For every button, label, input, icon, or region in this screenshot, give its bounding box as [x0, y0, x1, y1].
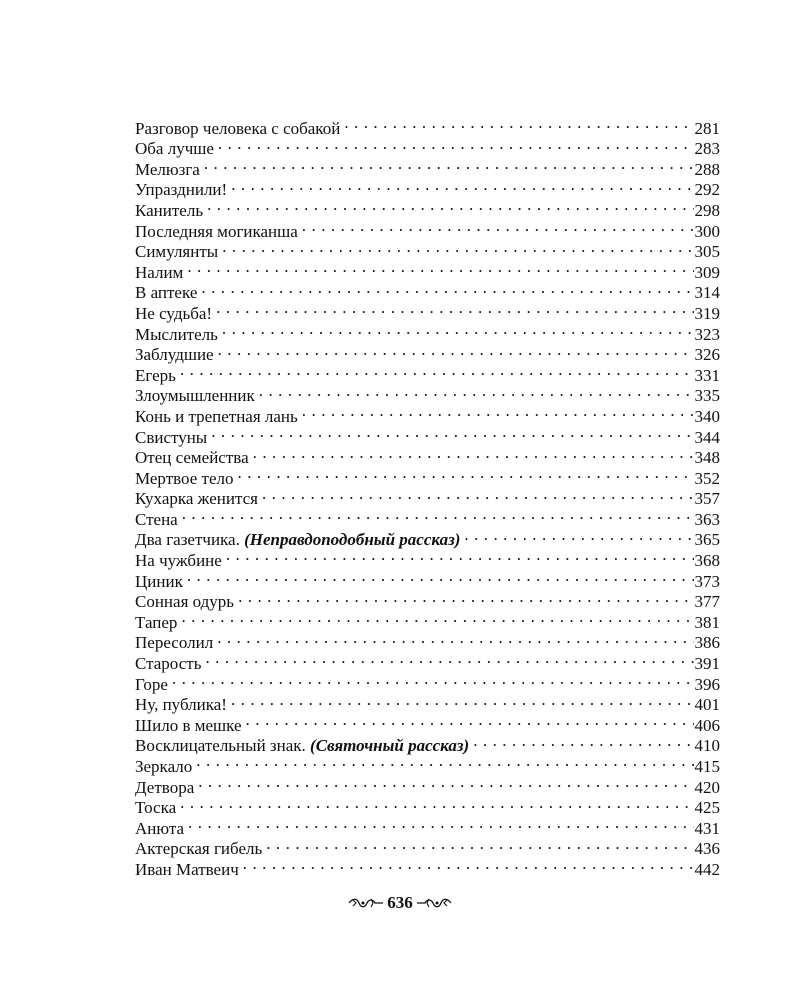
toc-entry-subtitle: (Неправдоподобный рассказ) [244, 530, 461, 550]
toc-entry-title-text: Два газетчика. [135, 530, 240, 550]
toc-entry [135, 504, 720, 529]
dot-leader [266, 834, 693, 855]
toc-entry-title-text: Зеркало [135, 757, 193, 776]
toc-entry-title [135, 263, 187, 284]
toc-entry-title [135, 448, 253, 469]
dot-leader [243, 854, 694, 875]
toc-entry-title-text: Иван Матвеич [135, 859, 239, 879]
dot-leader [198, 772, 693, 793]
toc-entry-title-text: Детвора [135, 777, 195, 797]
toc-entry-title [135, 304, 216, 325]
toc-entry-title-text: В аптеке [135, 283, 198, 303]
toc-entry-page: 344 [694, 427, 720, 447]
toc-entry-title-text: Циник [135, 571, 183, 591]
toc-entry-title-text: Тапер [135, 612, 178, 632]
toc-entry-page: 420 [694, 777, 720, 797]
toc-entry-subtitle: (Святочный рассказ) [310, 736, 470, 756]
toc-entry-page: 396 [694, 674, 720, 694]
toc-entry-title-text: Тоска [135, 798, 177, 818]
toc-entry [135, 195, 720, 220]
toc-entry [135, 834, 720, 859]
toc-entry-page: 381 [694, 612, 720, 632]
toc-entry-title-text: Последняя могиканша [135, 221, 298, 241]
toc-entry-page: 425 [694, 798, 720, 818]
toc-entry-title [135, 716, 246, 737]
dot-leader [238, 463, 694, 484]
dot-leader [180, 360, 694, 381]
toc-entry [135, 628, 720, 653]
toc-entry-title-text: Отец семейства [135, 448, 249, 468]
dot-leader [473, 731, 693, 752]
table-of-contents [135, 113, 720, 879]
toc-entry-title-text: Канитель [135, 200, 204, 220]
toc-entry [135, 525, 720, 550]
dot-leader [201, 278, 693, 299]
toc-entry-page: 365 [694, 530, 720, 550]
toc-entry [135, 566, 720, 591]
toc-entry-title [135, 469, 238, 490]
toc-entry [135, 422, 720, 447]
dot-leader [181, 607, 693, 628]
toc-entry [135, 175, 720, 200]
toc-entry-page: 391 [694, 654, 720, 674]
toc-entry [135, 648, 720, 674]
toc-entry-page: 298 [694, 200, 720, 220]
toc-entry-page: 363 [694, 509, 720, 529]
dot-leader [226, 545, 694, 566]
toc-entry-title-text: Конь и трепетная лань [135, 406, 298, 426]
toc-entry-page: 442 [694, 859, 720, 879]
toc-entry-page: 401 [694, 695, 720, 715]
toc-entry-title [135, 510, 182, 531]
toc-entry [135, 237, 720, 262]
toc-entry [135, 216, 720, 241]
toc-entry-title-text: Горе [135, 674, 168, 694]
toc-entry-title-text: Шило в мешке [135, 715, 242, 735]
toc-entry-page: 368 [694, 551, 720, 571]
toc-entry [135, 278, 720, 303]
toc-entry-title-text: Оба лучше [135, 139, 214, 159]
page-footer [0, 893, 800, 913]
toc-entry [135, 319, 720, 344]
toc-entry-page: 305 [694, 242, 720, 262]
toc-entry-title-text: Разговор человека с собакой [135, 118, 341, 138]
toc-entry-page: 340 [694, 406, 720, 426]
dot-leader [187, 257, 693, 278]
dot-leader [222, 237, 693, 258]
toc-entry-page: 431 [694, 818, 720, 838]
toc-entry-title-text: На чужбине [135, 551, 222, 571]
toc-entry-title [135, 572, 187, 593]
dot-leader [231, 690, 694, 711]
toc-entry [135, 340, 720, 365]
toc-entry-page: 309 [694, 262, 720, 282]
toc-entry [135, 257, 720, 282]
toc-entry-page: 348 [694, 448, 720, 468]
dot-leader [344, 113, 693, 134]
toc-entry-page: 436 [694, 839, 720, 859]
toc-entry-page: 314 [694, 283, 720, 303]
toc-entry [135, 443, 720, 468]
dot-leader [238, 587, 693, 608]
toc-entry-title [135, 201, 207, 222]
dot-leader [205, 648, 693, 669]
dot-leader [182, 504, 694, 525]
toc-entry-title-text: Мелюзга [135, 159, 200, 179]
toc-entry [135, 751, 720, 776]
toc-entry [135, 154, 720, 179]
toc-entry-title [135, 160, 204, 181]
toc-entry-page: 352 [694, 468, 720, 488]
flourish-icon [415, 896, 453, 910]
toc-entry-title [135, 366, 180, 387]
toc-entry-title-text: Не судьба! [135, 303, 213, 323]
dot-leader [253, 443, 694, 464]
toc-entry-title-text: Злоумышленник [135, 386, 255, 406]
toc-entry-title-text: Упразднили! [135, 180, 228, 200]
toc-entry-page: 410 [694, 736, 720, 756]
toc-entry-title-text: Анюта [135, 818, 185, 838]
toc-entry-title [135, 428, 211, 449]
toc-entry-page: 300 [694, 221, 720, 241]
toc-entry [135, 607, 720, 632]
toc-entry-title-text: Ну, публика! [135, 695, 227, 715]
toc-entry-title [135, 613, 181, 634]
dot-leader [204, 154, 694, 175]
toc-entry [135, 134, 720, 159]
toc-entry-page: 281 [694, 118, 720, 138]
toc-entry-title [135, 283, 201, 304]
toc-entry-title [135, 860, 243, 881]
toc-entry-title-text: Заблудшие [135, 345, 214, 365]
dot-leader [180, 793, 693, 814]
toc-entry-page: 319 [694, 303, 720, 323]
dot-leader [207, 195, 693, 216]
dot-leader [211, 422, 693, 443]
toc-entry-title-text: Свистуны [135, 427, 208, 447]
toc-entry-page: 326 [694, 345, 720, 365]
toc-entry-title-text: Налим [135, 262, 184, 282]
toc-entry-page: 415 [694, 757, 720, 776]
toc-entry-title-text: Актерская гибель [135, 839, 263, 859]
dot-leader [464, 525, 693, 546]
toc-entry [135, 587, 720, 612]
dot-leader [216, 298, 693, 319]
toc-entry-title [135, 675, 172, 696]
toc-entry [135, 360, 720, 385]
toc-entry-title [135, 386, 259, 407]
toc-entry-title-text: Егерь [135, 365, 176, 385]
toc-entry [135, 793, 720, 818]
dot-leader [231, 175, 693, 196]
dot-leader [262, 484, 694, 505]
toc-entry-title-text: Мертвое тело [135, 468, 234, 488]
toc-entry [135, 381, 720, 406]
toc-entry-title [135, 695, 231, 716]
toc-entry-title [135, 325, 222, 346]
toc-entry [135, 813, 720, 838]
toc-entry-title-text: Пересолил [135, 633, 214, 653]
toc-entry-title [135, 819, 188, 840]
dot-leader [196, 751, 693, 772]
toc-entry-title [135, 798, 180, 819]
toc-entry-title-text: Кухарка женится [135, 489, 258, 509]
toc-entry-title-text: Старость [135, 654, 202, 674]
toc-entry [135, 669, 720, 694]
dot-leader [218, 134, 694, 155]
toc-entry [135, 772, 720, 797]
toc-entry [135, 690, 720, 715]
dot-leader [218, 340, 694, 361]
toc-entry [135, 298, 720, 323]
toc-entry-title [135, 757, 196, 778]
dot-leader [302, 401, 694, 422]
dot-leader [188, 813, 693, 834]
page-number: 636 [387, 893, 413, 912]
toc-entry-page: 386 [694, 633, 720, 653]
toc-entry-page: 406 [694, 715, 720, 735]
toc-entry-title-text: Мыслитель [135, 324, 218, 344]
dot-leader [222, 319, 694, 340]
dot-leader [172, 669, 694, 690]
toc-entry-page: 377 [694, 592, 720, 612]
toc-entry-page: 323 [694, 324, 720, 344]
dot-leader [217, 628, 693, 649]
toc-entry-page: 288 [694, 159, 720, 179]
toc-entry-page: 283 [694, 139, 720, 159]
dot-leader [259, 381, 694, 402]
toc-entry [135, 113, 720, 138]
flourish-icon [347, 896, 385, 910]
toc-entry-title-text: Восклицательный знак. [135, 736, 306, 756]
toc-entry-page: 335 [694, 386, 720, 406]
dot-leader [246, 710, 694, 731]
toc-entry-page: 292 [694, 180, 720, 200]
toc-entry-page: 373 [694, 571, 720, 591]
dot-leader [187, 566, 694, 587]
toc-entry-title-text: Сонная одурь [135, 592, 235, 612]
toc-entry-title-text: Стена [135, 509, 178, 529]
dot-leader [302, 216, 694, 237]
toc-entry-title-text: Симулянты [135, 242, 219, 262]
toc-entry-page: 357 [694, 489, 720, 509]
toc-entry-page: 331 [694, 365, 720, 385]
